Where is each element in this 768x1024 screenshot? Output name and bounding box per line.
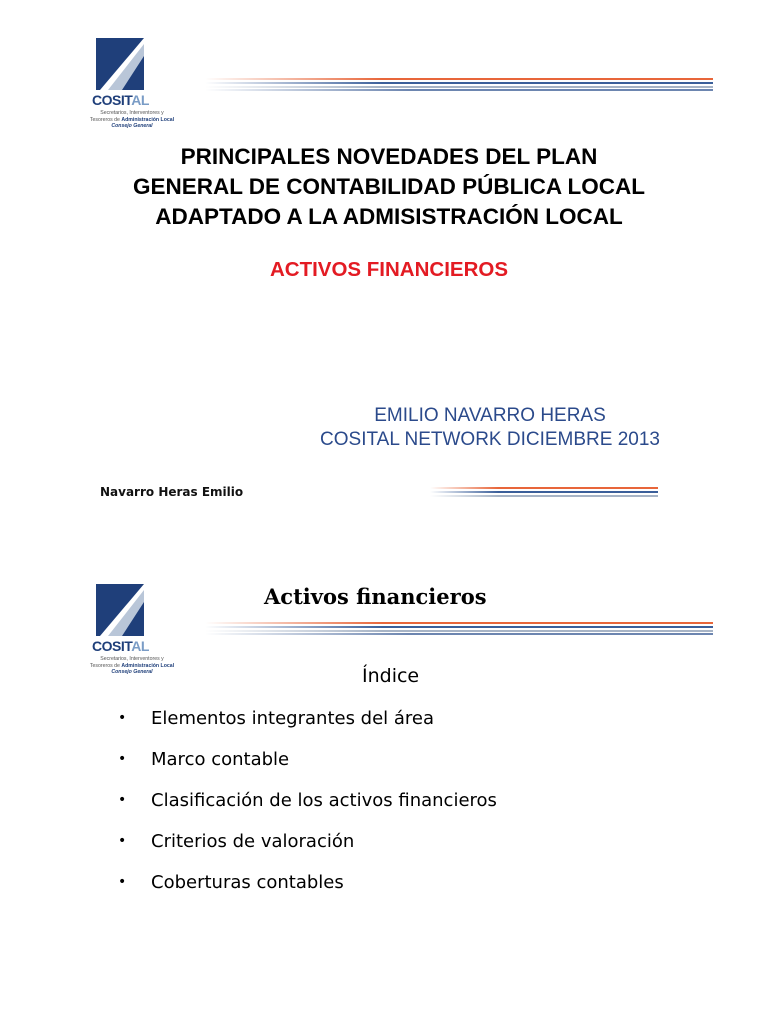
footer-name: Navarro Heras Emilio [100, 485, 244, 499]
cosital-logo [76, 38, 186, 138]
logo-wordmark: COSITAL [92, 638, 149, 654]
index-heading: Índice [362, 665, 420, 687]
cosital-logo-mark-icon [96, 584, 144, 636]
slide-title-line-1: PRINCIPALES NOVEDADES DEL PLAN [180, 144, 598, 169]
bullet-icon: • [118, 833, 127, 849]
cosital-logo-mark-icon [96, 38, 144, 90]
cosital-logo [76, 584, 186, 684]
logo-tagline: Secretarios, Interventores y Tesoreros de Administración Local Consejo General [89, 656, 175, 675]
slide-title [100, 142, 678, 232]
bullet-icon: • [118, 710, 127, 726]
logo-wordmark: COSITAL [92, 92, 149, 108]
slide-title: Activos financieros [264, 584, 487, 609]
slide-2: COSITAL Secretarios, Interventores y Tesoreros de Administración Local Consejo General Activos financieros Índice • Elementos integrantes del área • Marco contable • Clasificación de los activos financieros • Criterios de valoración • Coberturas contables [0, 512, 768, 1024]
logo-tagline: Secretarios, Interventores y Tesoreros de Administración Local Consejo General [89, 110, 175, 129]
bullet-icon: • [118, 792, 127, 808]
event-name: COSITAL NETWORK DICIEMBRE 2013 [320, 429, 660, 450]
bullet-icon: • [118, 874, 127, 890]
bullet-icon: • [118, 751, 127, 767]
footer-stripes [430, 487, 658, 499]
slide-title-line-3: ADAPTADO A LA ADMISISTRACIÓN LOCAL [155, 204, 623, 229]
header-stripes [205, 78, 713, 92]
slide-title-line-2: GENERAL DE CONTABILIDAD PÚBLICA LOCAL [132, 174, 646, 199]
author-block [260, 404, 720, 452]
author-name: EMILIO NAVARRO HERAS [374, 405, 606, 426]
header-stripes [205, 622, 713, 636]
slide-subtitle: ACTIVOS FINANCIEROS [269, 258, 509, 281]
